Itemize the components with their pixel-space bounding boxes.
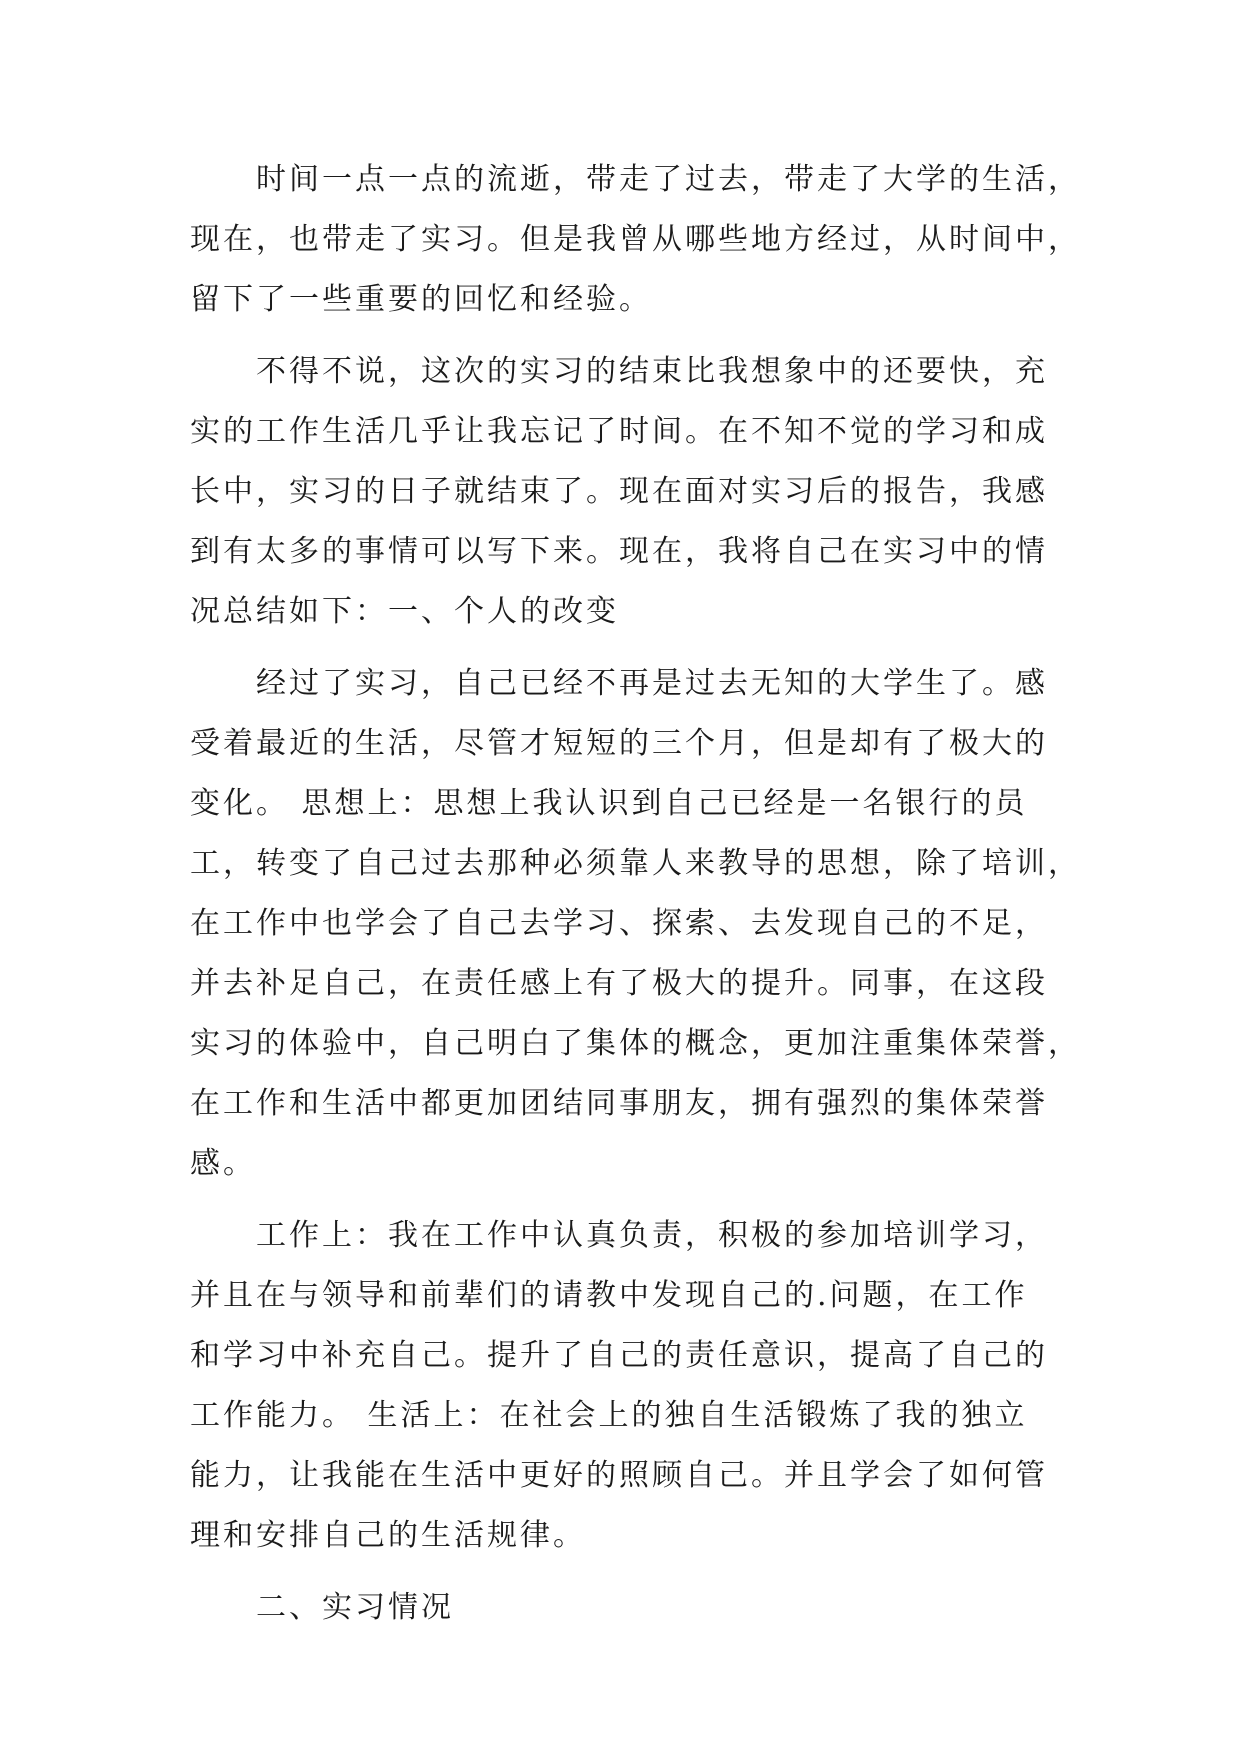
text-line: 到有太多的事情可以写下来。现在，我将自己在实习中的情 [190, 534, 1048, 569]
paragraph-gap [190, 1566, 1054, 1578]
paragraph [190, 150, 1081, 330]
text-line: 二、实习情况 [190, 1590, 454, 1625]
text-line: 留下了一些重要的回忆和经验。 [190, 282, 652, 317]
text-line: 并且在与领导和前辈们的请教中发现自己的.问题，在工作 [190, 1278, 1028, 1313]
text-line: 况总结如下：一、个人的改变 [190, 594, 619, 629]
text-line: 时间一点一点的流逝，带走了过去，带走了大学的生活， [190, 162, 1081, 197]
section-heading [190, 1578, 1054, 1638]
paragraph [190, 654, 1081, 1194]
text-line: 和学习中补充自己。提升了自己的责任意识，提高了自己的 [190, 1338, 1048, 1373]
text-line: 能力，让我能在生活中更好的照顾自己。并且学会了如何管 [190, 1458, 1048, 1493]
paragraph [190, 342, 1054, 642]
text-line: 在工作和生活中都更加团结同事朋友，拥有强烈的集体荣誉 [190, 1086, 1048, 1121]
text-line: 不得不说，这次的实习的结束比我想象中的还要快，充 [190, 354, 1048, 389]
text-line: 感。 [190, 1146, 256, 1181]
paragraph-gap [190, 642, 1054, 654]
text-line: 理和安排自己的生活规律。 [190, 1518, 586, 1553]
paragraph-gap [190, 330, 1054, 342]
text-line: 经过了实习，自己已经不再是过去无知的大学生了。感 [190, 666, 1048, 701]
text-line: 长中，实习的日子就结束了。现在面对实习后的报告，我感 [190, 474, 1048, 509]
text-line: 实的工作生活几乎让我忘记了时间。在不知不觉的学习和成 [190, 414, 1048, 449]
paragraph [190, 1206, 1054, 1566]
document-body [190, 150, 1081, 1638]
text-line: 工作能力。 生活上：在社会上的独自生活锻炼了我的独立 [190, 1398, 1028, 1433]
text-line: 现在，也带走了实习。但是我曾从哪些地方经过，从时间中， [190, 222, 1081, 257]
paragraph-gap [190, 1194, 1054, 1206]
text-line: 受着最近的生活，尽管才短短的三个月，但是却有了极大的 [190, 726, 1048, 761]
text-line: 在工作中也学会了自己去学习、探索、去发现自己的不足， [190, 906, 1048, 941]
text-line: 实习的体验中，自己明白了集体的概念，更加注重集体荣誉， [190, 1026, 1081, 1061]
text-line: 工作上：我在工作中认真负责，积极的参加培训学习， [190, 1218, 1048, 1253]
text-line: 并去补足自己，在责任感上有了极大的提升。同事，在这段 [190, 966, 1048, 1001]
text-line: 变化。 思想上：思想上我认识到自己已经是一名银行的员 [190, 786, 1028, 821]
text-line: 工，转变了自己过去那种必须靠人来教导的思想，除了培训， [190, 846, 1081, 881]
